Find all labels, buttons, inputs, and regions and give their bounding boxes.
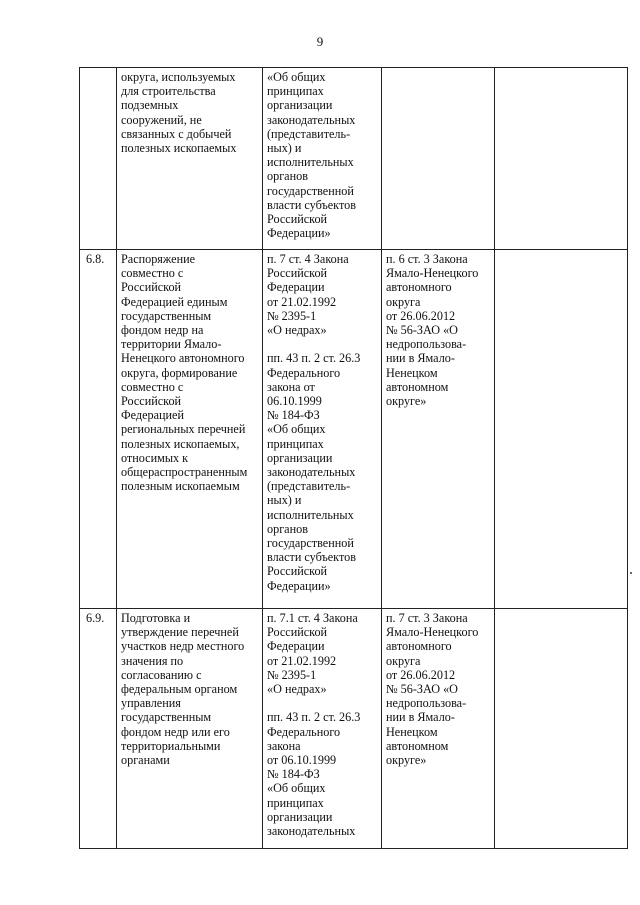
federal-basis-cell: п. 7 ст. 4 Закона Российской Федерации от 21.02.1992 № 2395-1 «О недрах» пп. 43 п. 2 ст. 26.3 Федерального закона от 06.10.1999 № 184-ФЗ «Об общих принципах организации законодательных (представитель- ных) и исполнительных органов государственной власти субъектов Российской Федерации» [263, 250, 382, 609]
power-description-cell: округа, используемых для строительства подземных сооружений, не связанных с добычей полезных ископаемых [117, 68, 263, 250]
federal-basis-cell: п. 7.1 ст. 4 Закона Российской Федерации от 21.02.1992 № 2395-1 «О недрах» пп. 43 п. 2 ст. 26.3 Федерального закона от 06.10.1999 № 184-ФЗ «Об общих принципах организации законодательных [263, 609, 382, 849]
row-number-cell [80, 68, 117, 250]
regional-basis-cell: п. 7 ст. 3 Закона Ямало-Ненецкого автономного округа от 26.06.2012 № 56-ЗАО «О недропользова- нии в Ямало- Ненецком автономном округе» [382, 609, 495, 849]
powers-table [79, 67, 628, 849]
note-cell [495, 68, 628, 250]
regional-basis-cell: п. 6 ст. 3 Закона Ямало-Ненецкого автономного округа от 26.06.2012 № 56-ЗАО «О недропользова- нии в Ямало- Ненецком автономном округе» [382, 250, 495, 609]
regional-basis-cell [382, 68, 495, 250]
table-row [80, 250, 628, 609]
row-number-cell: 6.8. [80, 250, 117, 609]
power-description-cell: Подготовка и утверждение перечней участков недр местного значения по согласованию с федеральным органом управления государственным фондом недр или его территориальными органами [117, 609, 263, 849]
page-number: 9 [316, 34, 324, 49]
row-number-cell: 6.9. [80, 609, 117, 849]
note-cell [495, 609, 628, 849]
table-row [80, 609, 628, 849]
note-cell [495, 250, 628, 609]
table-row [80, 68, 628, 250]
power-description-cell: Распоряжение совместно с Российской Федерацией единым государственным фондом недр на территории Ямало- Ненецкого автономного округа, формирование совместно с Российской Федерацией региональных перечней полезных ископаемых, относимых к общераспространенным полезным ископаемым [117, 250, 263, 609]
scan-speck [630, 572, 632, 574]
federal-basis-cell: «Об общих принципах организации законодательных (представитель- ных) и исполнительных органов государственной власти субъектов Российской Федерации» [263, 68, 382, 250]
